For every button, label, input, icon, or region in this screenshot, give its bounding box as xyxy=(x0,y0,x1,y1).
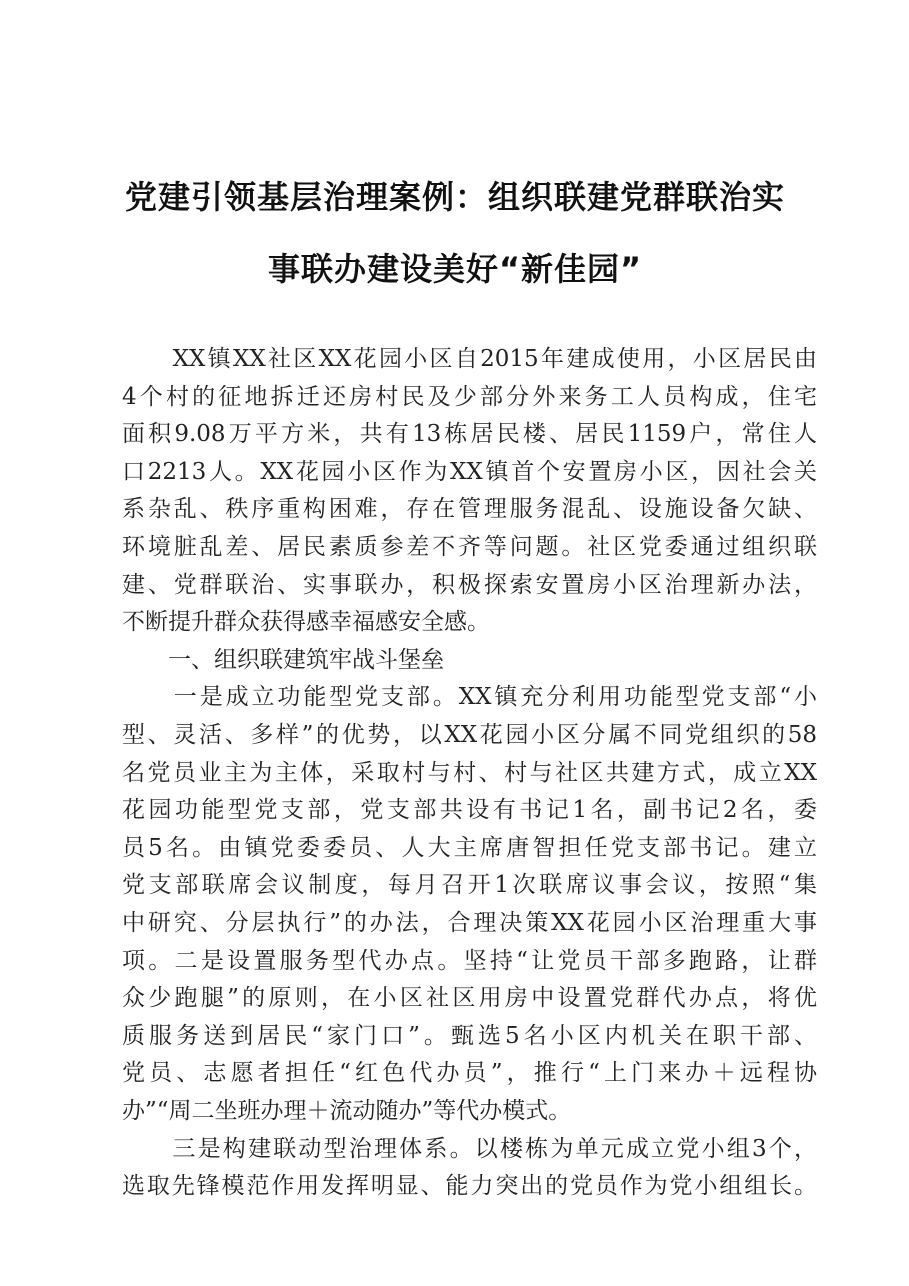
body-text-line: 众少跑腿”的原则，在小区社区用房中设置党群代办点，将优 xyxy=(122,985,817,1012)
body-text-line: XX镇XX社区XX花园小区自2015年建成使用，小区居民由 xyxy=(122,346,817,372)
body-text-line: 党员、志愿者担任“红色代办员”，推行“上门来办＋远程协 xyxy=(122,1060,817,1087)
page-title-line-2: 事联办建设美好“新佳园” xyxy=(267,250,643,288)
body-text-line: 型、灵活、多样”的优势，以XX花园小区分属不同党组织的58 xyxy=(122,722,817,748)
body-text-line: 4个村的征地拆迁还房村民及少部分外来务工人员构成，住宅 xyxy=(122,383,817,410)
body-text-line: 三是构建联动型治理体系。以楼栋为单元成立党小组3个， xyxy=(122,1135,817,1162)
body-text-line: 项。二是设置服务型代办点。坚持“让党员干部多跑路，让群 xyxy=(122,947,817,974)
body-text-line: 名党员业主为主体，采取村与村、村与社区共建方式，成立XX xyxy=(122,759,817,786)
body-text-line: 员5名。由镇党委委员、人大主席唐智担任党支部书记。建立 xyxy=(122,834,817,861)
body-text-line: 系杂乱、秩序重构困难，存在管理服务混乱、设施设备欠缺、 xyxy=(122,496,817,523)
body-text-line: 中研究、分层执行”的办法，合理决策XX花园小区治理重大事 xyxy=(122,910,817,936)
body-text-line: 环境脏乱差、居民素质参差不齐等问题。社区党委通过组织联 xyxy=(122,534,817,560)
body-text-line: 花园功能型党支部，党支部共设有书记1名，副书记2名，委 xyxy=(122,797,817,824)
body-text-line: 质服务送到居民“家门口”。甄选5名小区内机关在职干部、 xyxy=(122,1022,817,1049)
body-text-line: 建、党群联治、实事联办，积极探索安置房小区治理新办法， xyxy=(122,571,817,598)
body-text-line: 一、组织联建筑牢战斗堡垒 xyxy=(122,646,444,673)
body-text-line: 面积9.08万平方米，共有13栋居民楼、居民1159户，常住人 xyxy=(122,421,817,448)
body-text-line: 一是成立功能型党支部。XX镇充分利用功能型党支部“小 xyxy=(122,684,817,711)
body-text-line: 党支部联席会议制度，每月召开1次联席议事会议，按照“集 xyxy=(122,872,817,899)
page-title-line-1: 党建引领基层治理案例：组织联建党群联治实 xyxy=(124,178,785,216)
body-text-line: 办”“周二坐班办理＋流动随办”等代办模式。 xyxy=(122,1098,572,1124)
body-text-line: 口2213人。XX花园小区作为XX镇首个安置房小区，因社会关 xyxy=(122,458,817,485)
body-text-line: 选取先锋模范作用发挥明显、能力突出的党员作为党小组组长。 xyxy=(122,1173,817,1200)
body-text-line: 不断提升群众获得感幸福感安全感。 xyxy=(122,609,490,636)
